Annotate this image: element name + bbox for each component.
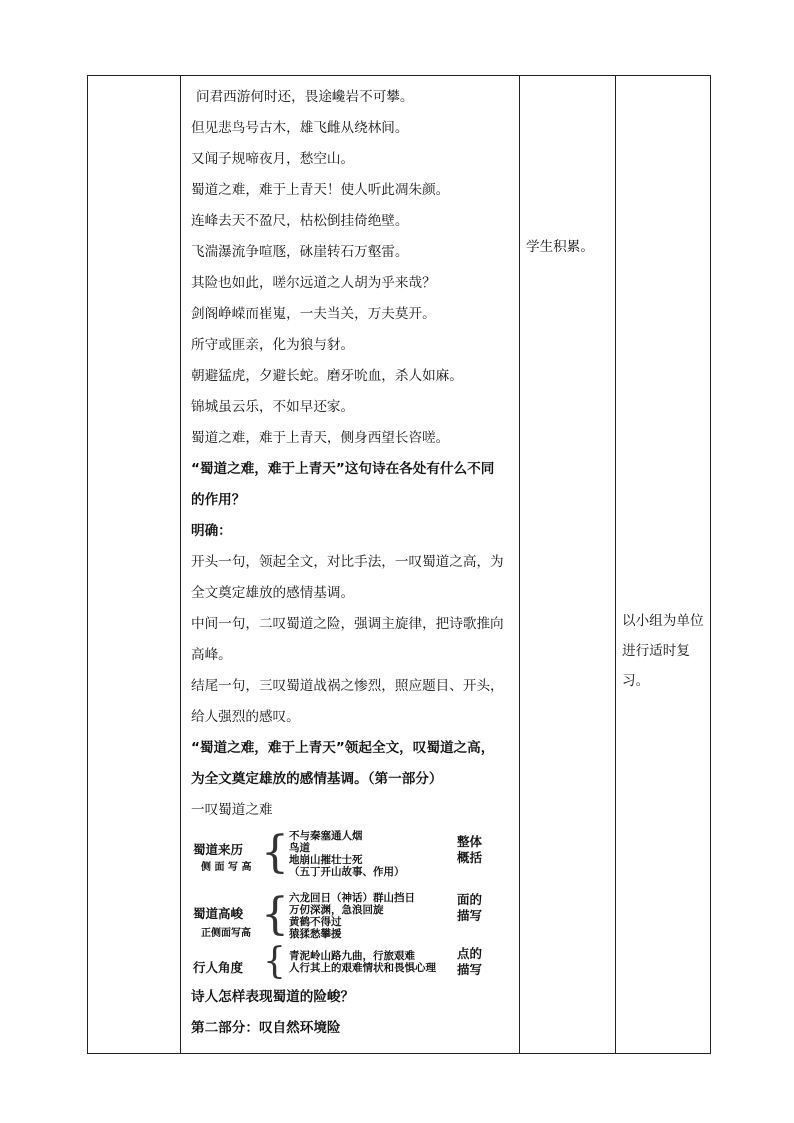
mindmap-row2-item: 六龙回日（神话）群山挡日: [289, 892, 415, 904]
empty-column-cell: [88, 76, 181, 1054]
mindmap-row1-title: 蜀道来历: [193, 842, 244, 857]
mindmap-row1-tag: 概括: [457, 850, 483, 865]
answer-line: 高峰。: [191, 647, 232, 663]
mindmap-row3-item: 青泥岭山路九曲，行旅艰难: [289, 950, 415, 962]
mindmap-row1-sub: 侧 面 写 高: [201, 862, 252, 873]
section-1-heading: 一叹蜀道之难: [191, 802, 273, 818]
poem-line: 锦城虽云乐，不如早还家。: [191, 399, 355, 415]
mindmap-row2-title: 蜀道高峻: [193, 906, 244, 921]
answer-line: 全文奠定雄放的感情基调。: [191, 585, 355, 601]
brace-icon: {: [261, 827, 289, 878]
poem-line: 朝避猛虎，夕避长蛇。磨牙吮血，杀人如麻。: [191, 368, 463, 384]
mindmap-row1-tag: 整体: [457, 834, 483, 849]
mindmap-row2-item: 黄鹤不得过: [289, 916, 342, 928]
brace-icon: {: [261, 889, 289, 940]
poem-line: 蜀道之难，难于上青天，侧身西望长咨嗟。: [191, 430, 450, 446]
poem-line: 蜀道之难，难于上青天！使人听此凋朱颜。: [191, 182, 450, 198]
answer-line: 结尾一句，三叹蜀道战祸之惨烈，照应题目、开头，: [191, 678, 504, 694]
lesson-table: [87, 75, 711, 1054]
summary-line-2: 为全文奠定雄放的感情基调。（第一部分）: [191, 771, 443, 787]
mindmap-row2-tag: 描写: [457, 908, 483, 923]
summary-line-1: “蜀道之难，难于上青天”领起全文，叹蜀道之高，: [191, 740, 495, 756]
poem-line: 问君西游何时还，畏途巉岩不可攀。: [196, 89, 414, 105]
answer-lines: [191, 547, 515, 733]
teaching-content-cell: [181, 76, 520, 1054]
mindmap-row2-item: 猿猱愁攀援: [289, 928, 342, 940]
mindmap-row1-item: 地崩山摧壮士死: [289, 854, 363, 866]
poem-line: 飞湍瀑流争喧豗，砯崖转石万壑雷。: [191, 244, 409, 260]
poem-line: 其险也如此，嗟尔远道之人胡为乎来哉？: [191, 275, 436, 291]
section-2-heading: 第二部分：叹自然环境险: [191, 1020, 341, 1036]
mindmap-row3-tag: 点的: [457, 946, 483, 961]
mindmap-row3-tag: 描写: [457, 962, 483, 977]
clarify-label: 明确：: [191, 523, 232, 539]
mindmap-row2-tag: 面的: [457, 892, 483, 907]
question-2: 诗人怎样表现蜀道的险峻？: [191, 989, 355, 1005]
answer-line: 给人强烈的感叹。: [191, 709, 300, 725]
mindmap-row1-item: （五丁开山故事、作用）: [289, 866, 405, 878]
poem-lines: [191, 82, 515, 454]
mindmap-row1-item: 鸟道: [289, 842, 310, 854]
answer-line: 开头一句，领起全文，对比手法，一叹蜀道之高，为: [191, 554, 504, 570]
poem-line: 但见悲鸟号古木，雄飞雌从绕林间。: [191, 120, 409, 136]
design-intent-text: 以小组为单位进行适时复习。: [622, 613, 704, 689]
poem-line: 所守或匪亲，化为狼与豺。: [191, 337, 355, 353]
poem-line: 剑阁峥嵘而崔嵬，一夫当关，万夫莫开。: [191, 306, 436, 322]
mindmap-row2-item: 万仞深渊，急浪回旋: [289, 904, 384, 916]
mindmap-row3-item: 人行其上的艰难情状和畏惧心理: [289, 962, 436, 974]
mindmap-row2-sub: 正侧面写高: [201, 928, 251, 939]
student-activity-text: 学生积累。: [526, 239, 594, 255]
brace-icon: {: [263, 941, 286, 982]
design-intent-cell: [616, 76, 711, 1054]
mindmap-row3-title: 行人角度: [193, 960, 244, 975]
poem-line: 连峰去天不盈尺，枯松倒挂倚绝壁。: [191, 213, 409, 229]
mindmap-row1-item: 不与秦塞通人烟: [289, 830, 363, 842]
poem-line: 又闻子规啼夜月，愁空山。: [191, 151, 355, 167]
answer-line: 中间一句，二叹蜀道之险，强调主旋律，把诗歌推向: [191, 616, 504, 632]
mindmap-figure: [191, 827, 515, 982]
question-1-line-1: “蜀道之难，难于上青天”这句诗在各处有什么不同: [191, 461, 495, 477]
question-1-line-2: 的作用？: [191, 492, 246, 508]
student-activity-cell: [520, 76, 616, 1054]
